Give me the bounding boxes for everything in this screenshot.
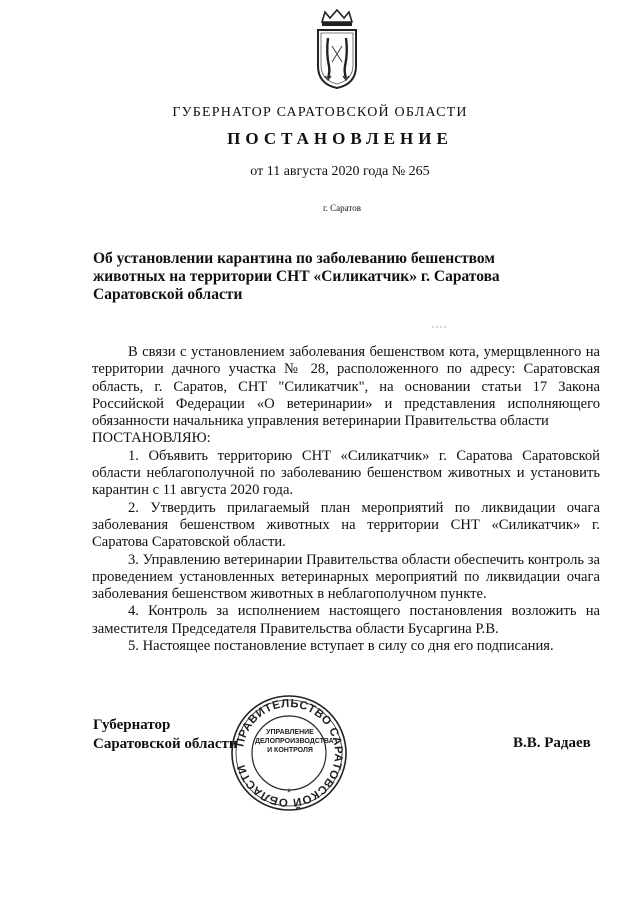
body-item-1: 1. Объявить территорию СНТ «Силикатчик» г. Саратова Саратовской области неблагополучной по заболеванию бешенством животных и установить карантин с 11 августа 2020 года. [92, 447, 600, 499]
stamp-inner-text [255, 728, 334, 755]
scan-artifact [432, 326, 446, 328]
signatory-name: В.В. Радаев [513, 735, 591, 751]
stamp-ring-text: ПРАВИТЕЛЬСТВО САРАТОВСКОЙ ОБЛАСТИ [234, 697, 345, 809]
signatory-title-line1: Губернатор [93, 717, 171, 733]
stamp-inner-line3: И КОНТРОЛЯ [267, 747, 313, 754]
decree-body [92, 344, 600, 655]
body-item-2: 2. Утвердить прилагаемый план мероприятий по ликвидации очага заболевания бешенством животных на территории СНТ «Силикатчик» г. Саратова Саратовской области. [92, 499, 600, 551]
decree-title: ПОСТАНОВЛЕНИЕ [227, 129, 453, 148]
signatory-title-line2: Саратовской области [93, 736, 238, 752]
body-item-3: 3. Управлению ветеринарии Правительства области обеспечить контроль за проведением установленных ветеринарных мероприятий по ликвидации очага заболевания бешенством животных в неблагополучном пункте. [92, 551, 600, 603]
body-resolve: ПОСТАНОВЛЯЮ: [92, 430, 211, 447]
governor-heading: ГУБЕРНАТОР САРАТОВСКОЙ ОБЛАСТИ [172, 105, 468, 120]
signatory-title [93, 716, 238, 754]
decree-city: г. Саратов [323, 203, 361, 213]
body-item-4: 4. Контроль за исполнением настоящего постановления возложить на заместителя Председателя Правительства области Бусаргина Р.В. [92, 603, 600, 637]
coat-of-arms-icon [314, 8, 360, 90]
stamp-inner-line1: УПРАВЛЕНИЕ [266, 729, 314, 736]
decree-subject: Об установлении карантина по заболеванию бешенством животных на территории СНТ «Силикатчик» г. Саратова Саратовской области [93, 250, 500, 303]
body-intro: В связи с установлением заболевания бешенством кота, умерщвленного на территории дачного участка № 28, расположенного по адресу: Саратовская область, г. Саратов, СНТ "Силикатчик", на основании статьи 17 Закона Российской Федерации «О ветеринарии» и представления исполняющего обязанности начальника управления ветеринарии Правительства области [92, 344, 600, 430]
body-item-5: 5. Настоящее постановление вступает в силу со дня его подписания. [128, 638, 554, 655]
decree-date-number: от 11 августа 2020 года № 265 [250, 164, 430, 179]
stamp-star: * [286, 787, 292, 799]
stamp-inner-line2: ДЕЛОПРОИЗВОДСТВА [255, 738, 334, 745]
